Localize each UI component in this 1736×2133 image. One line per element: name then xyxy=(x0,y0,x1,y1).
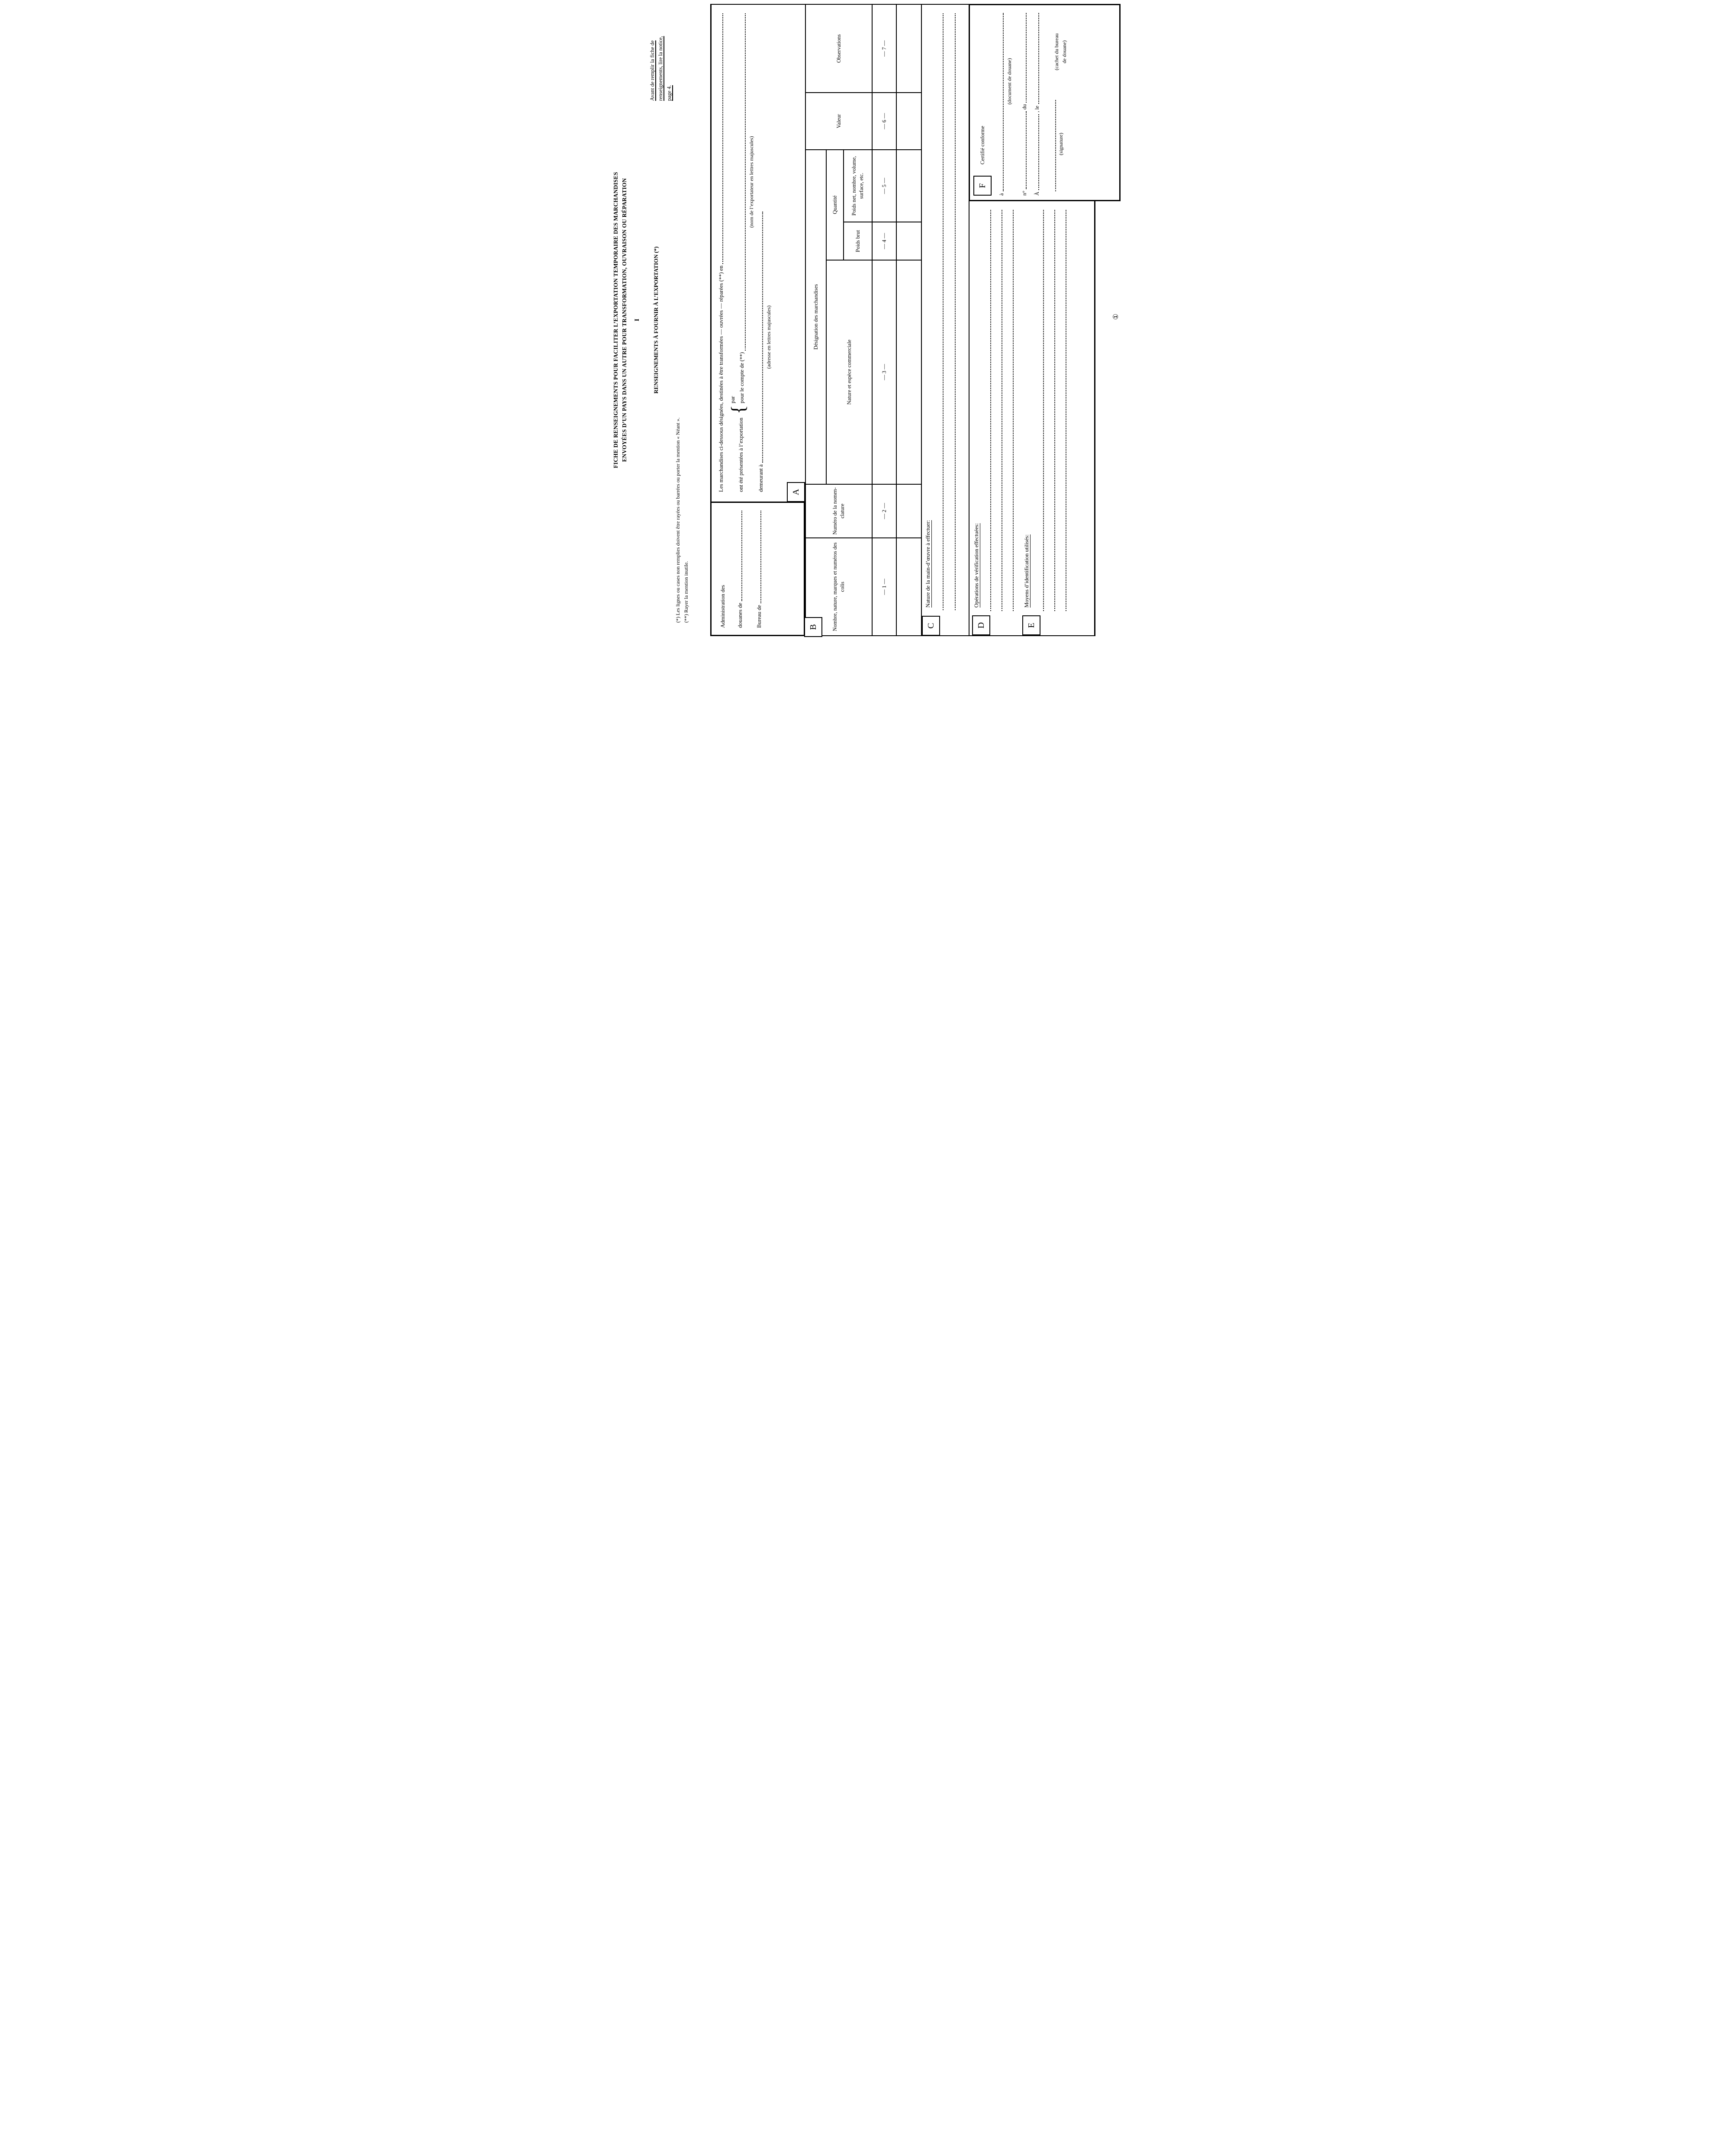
stamp-caption xyxy=(1053,11,1068,92)
section-a-line-2-prefix: ont été présentées à l’exportation xyxy=(738,418,744,492)
stamp-caption-line-2: de douane) xyxy=(1061,40,1067,64)
col-header-2: Numéro de la nomen- clature xyxy=(805,484,872,538)
brace-glyph: { xyxy=(728,405,749,415)
signature-caption: (signature) xyxy=(1058,132,1064,155)
dotted-fill-line xyxy=(762,212,763,463)
footnotes xyxy=(674,418,690,623)
f-le-label: , le xyxy=(1034,106,1040,113)
col-header-7: Observations xyxy=(805,4,872,93)
f-a-prefix: à xyxy=(998,193,1005,196)
section-d-heading: Opérations de vérification effectuées: xyxy=(973,523,979,608)
section-e xyxy=(1020,201,1066,635)
dotted-fill-line xyxy=(741,511,742,601)
admin-box xyxy=(712,502,805,635)
section-c xyxy=(922,4,969,636)
section-b-table xyxy=(805,4,922,636)
dotted-fill-line xyxy=(1043,210,1044,611)
footnote-2: (**) Rayer la mention inutile. xyxy=(683,561,689,623)
table-body-cell xyxy=(896,4,921,93)
dotted-fill-line xyxy=(1003,13,1004,191)
footnote-1: (*) Les lignes ou cases non remplies doivent être rayées ou barrées ou porter la mention « Néant ». xyxy=(675,417,681,623)
page-number-badge: ① xyxy=(1112,313,1120,320)
screenshot-viewport xyxy=(608,0,1128,640)
customs-document-caption: (document de douane) xyxy=(1006,58,1012,105)
table-body-cell xyxy=(896,260,921,484)
f-city-prefix: À xyxy=(1034,191,1040,196)
dotted-fill-line xyxy=(1026,13,1027,103)
col-header-3: Nature et espèce commerciale xyxy=(826,260,872,484)
section-label-a: A xyxy=(787,482,805,502)
col-header-1: Nombre, nature, marques et numéros des colis xyxy=(805,538,872,636)
document-page xyxy=(608,0,1128,640)
dotted-fill-line xyxy=(1013,210,1014,611)
notice-text xyxy=(648,8,673,101)
address-caption: (adresse en lettres majuscules) xyxy=(766,305,772,369)
exporter-name-caption: (nom de l’exportateur en lettres majuscules) xyxy=(748,136,754,228)
title-line-1: FICHE DE RENSEIGNEMENTS POUR FACILITER L’EXPORTATION TEMPORAIRE DES MARCHANDISES xyxy=(612,172,619,468)
dotted-fill-line xyxy=(760,511,761,603)
notice-line-2: renseignements, lire la notice, xyxy=(657,36,664,101)
notice-line-3: page 4. xyxy=(666,85,672,101)
section-a-line-1: Les marchandises ci-dessous désignées, destinées à être transformées — ouvrées — réparées (**) en xyxy=(718,265,724,492)
section-a-line-3-prefix: demeurant à xyxy=(757,464,764,492)
form-bottom xyxy=(969,4,1121,636)
table-body-cell xyxy=(896,93,921,149)
footnote-marker: (**) xyxy=(738,352,745,362)
section-label-c: C xyxy=(922,616,940,636)
option-stack xyxy=(728,352,755,403)
notice-line-1: Avant de remplir la fiche de xyxy=(649,40,655,101)
bottom-left-column xyxy=(969,201,1095,636)
admin-line-2: douanes de xyxy=(737,602,743,628)
form xyxy=(710,4,1121,636)
section-f-heading: Certifié conforme xyxy=(979,125,986,164)
table-body-cell xyxy=(896,222,921,260)
col-number-4: — 4 — xyxy=(872,222,896,260)
section-f xyxy=(969,4,1121,201)
col-number-2: — 2 — xyxy=(872,484,896,538)
dotted-fill-line xyxy=(1038,114,1039,190)
section-label-d: D xyxy=(972,615,990,635)
row-a xyxy=(710,4,805,636)
col-header-5: Poids net, nombre, volume, surface, etc. xyxy=(844,150,872,222)
section-a xyxy=(712,5,805,502)
table-body-cell xyxy=(896,150,921,222)
col-number-5: — 5 — xyxy=(872,150,896,222)
goods-table xyxy=(805,4,922,636)
col-header-4: Poids brut xyxy=(844,222,872,260)
dotted-fill-line xyxy=(990,210,991,611)
table-body-cell xyxy=(896,538,921,636)
group-header-quantite: Quantité xyxy=(826,150,844,260)
group-header-designation: Désignation des marchandises xyxy=(805,150,826,484)
option-par: par xyxy=(729,396,736,404)
section-label-f: F xyxy=(973,176,992,196)
col-header-6: Valeur xyxy=(805,93,872,149)
f-du-label: du xyxy=(1021,104,1027,110)
dotted-fill-line xyxy=(1054,210,1055,611)
part-numeral: I xyxy=(634,319,641,322)
col-number-1: — 1 — xyxy=(872,538,896,636)
dotted-fill-line xyxy=(1038,13,1039,104)
section-c-heading: Nature de la main-d’œuvre à effectuer: xyxy=(924,520,931,608)
col-number-7: — 7 — xyxy=(872,4,896,93)
col-number-6: — 6 — xyxy=(872,93,896,149)
section-e-heading: Moyens d’identification utilisés: xyxy=(1023,534,1030,608)
section-label-b: B xyxy=(804,617,822,637)
f-number-prefix: n° xyxy=(1021,190,1027,196)
admin-line-1: Administration des xyxy=(719,585,726,628)
page-subtitle: RENSEIGNEMENTS À FOURNIR À L’EXPORTATION (*) xyxy=(653,246,659,394)
stamp-caption-line-1: (cachet du bureau xyxy=(1053,33,1060,71)
dotted-fill-line xyxy=(722,13,723,264)
table-body-cell xyxy=(896,484,921,538)
page-title xyxy=(612,52,628,588)
dotted-fill-line xyxy=(955,13,956,610)
title-line-2: ENVOYÉES D’UN PAYS DANS UN AUTRE POUR TRANSFORMATION, OUVRAISON OU RÉPARATION xyxy=(621,178,628,462)
admin-line-3: Bureau de xyxy=(756,605,762,628)
dotted-fill-line xyxy=(1055,100,1056,191)
col-number-3: — 3 — xyxy=(872,260,896,484)
dotted-fill-line xyxy=(943,13,944,610)
option-pour-le-compte-de: pour le compte de xyxy=(738,363,745,404)
dotted-fill-line xyxy=(745,13,746,351)
section-label-e: E xyxy=(1022,615,1040,635)
section-d xyxy=(969,201,1014,635)
dotted-fill-line xyxy=(1026,111,1027,189)
